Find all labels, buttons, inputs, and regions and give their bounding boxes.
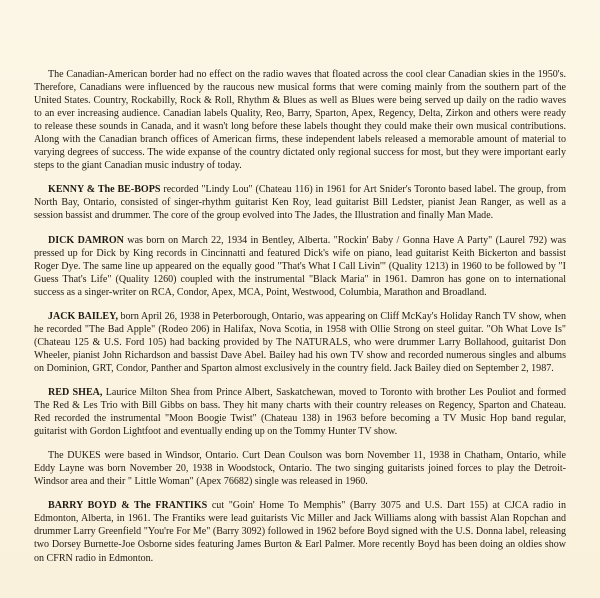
paragraph-text: recorded "Lindy Lou" (Chateau 116) in 1961 for Art Snider's Toronto based label. The group, from North Bay, Ontario, consisted of singer-rhythm guitarist Ken Roy, lead guitarist Bill Ledster, pianist Jean Ranger, as well as a session bassist and drummer. The core of the group evolved into The Jades, the Illustration and finally Man Made. <box>34 184 567 222</box>
paragraph-text: cut "Goin' Home To Memphis" (Barry 3075 and U.S. Dart 155) at CJCA radio in Edmonton, Alberta, in 1961. The Frantiks were lead guitarists Vic Miller and Jack Williams along with bassist Alan Ropchan and drummer Larry Greenfield "You're For Me" (Barry 3092) followed in 1962 before Boyd signed with the U.S. Donna label, releasing two Dorsey Burnette-Joe Osborne sides featuring James Burton & Earl Palmer. More recently Boyd has been doing an oldies show on CFRN radio in Edmonton. <box>34 500 566 564</box>
paragraph-barry-boyd-frantiks <box>34 499 566 564</box>
artist-name: JACK BAILEY, <box>48 310 118 322</box>
paragraph-text: was born on March 22, 1934 in Bentley, Alberta. "Rockin' Baby / Gonna Have A Party" (Laurel 792) was pressed up for Dick by King records in Cincinnatti and featured Dick's wife on piano, lead guitarist Keith Bickerton and bassist Roger Dye. The same line up appeared on the equally good "That's What I Call Livin'" (Quality 1213) in 1960 to be followed by "I Guess That's Life" (Quality 1260) coupled with the instrumental "Black Maria" in 1961. Damron has gone on to international success as a singer-writer on RCA, Condor, Apex, MCA, Point, Westwood, Columbia, Marathon and Broadland. <box>34 234 566 298</box>
paragraph-text: born April 26, 1938 in Peterborough, Ontario, was appearing on Cliff McKay's Holiday Ranch TV show, when he recorded "The Bad Apple" (Rodeo 206) in Halifax, Nova Scotia, in 1958 with Ollie Strong on steel guitar. "Oh What Love Is" (Chateau 125 & U.S. Ford 105) had backing provided by The NATURALS, who were drummer Larry Bollahood, guitarist Don Wheeler, pianist John Richardson and bassist Dave Abel. Bailey had his own TV show and recorded numerous singles and albums on Dominion, GRT, Condor, Panther and Sparton almost exclusively in the country field. Jack Bailey died on September 2, 1987. <box>34 310 566 374</box>
paragraph-text: The DUKES were based in Windsor, Ontario. Curt Dean Coulson was born November 11, 1938 in Chatham, Ontario, while Eddy Layne was born November 20, 1938 in Woodstock, Ontario. The two singing guitarists joined forces to play the Detroit-Windsor area and their " Little Woman" (Apex 76682) single was released in 1960. <box>34 450 566 488</box>
paragraph-text: The Canadian-American border had no effect on the radio waves that floated across the cool clear Canadian skies in the 1950's. Therefore, Canadians were influenced by the raucous new musical forms that were coming mainly from the southern part of the United States. Country, Rockabilly, Rock & Roll, Rhythm & Blues as well as Blues were being served up daily on the radio waves to an ever increasing audience. Canadian labels Quality, Reo, Barry, Sparton, Apex, Regency, Delta, Zirkon and others were ready to release these sounds in Canada, and it wasn't long before these labels thought they could make their own musical contributions. Along with the Canadian branch offices of American firms, these independent labels released a memorable amount of material to varying degrees of success. The wide expanse of the country dictated only regional success for most, but they were important early steps to the giant Canadian music industry of today. <box>34 69 566 172</box>
paragraph-text: Laurice Milton Shea from Prince Albert, Saskatchewan, moved to Toronto with brother Les Pouliot and formed The Red & Les Trio with Bill Gibbs on bass. They hit many charts with their country releases on Regency, Sparton and Chateau. Red recorded the instrumental "Moon Boogie Twist" (Chateau 138) in 1963 before becoming a TV Music Hop band regular, guitarist with Gordon Lightfoot and eventually ending up on the Tommy Hunter TV show. <box>34 386 566 438</box>
artist-name: KENNY & The BE-BOPS <box>48 184 161 196</box>
paragraph-dukes <box>34 449 566 488</box>
artist-name: BARRY BOYD & The FRANTIKS <box>48 500 208 512</box>
paragraph-jack-bailey <box>34 310 566 375</box>
paragraph-red-shea <box>34 386 566 438</box>
paragraph-kenny-be-bops <box>34 183 566 222</box>
artist-name: DICK DAMRON <box>48 234 124 246</box>
paragraph-intro <box>34 68 566 172</box>
paragraph-dick-damron <box>34 234 566 299</box>
artist-name: RED SHEA, <box>48 386 103 398</box>
